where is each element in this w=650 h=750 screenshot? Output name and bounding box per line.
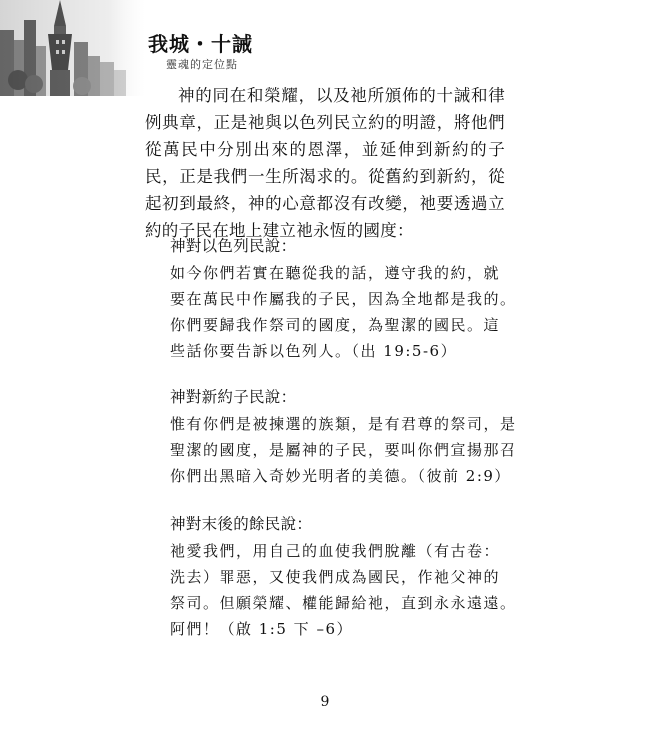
- chapter-subtitle: 靈魂的定位點: [166, 58, 238, 71]
- scripture-line: 祂愛我們，用自己的血使我們脫離（有古卷：: [170, 542, 501, 560]
- scripture-line: 你們要歸我作祭司的國度，為聖潔的國民。這: [170, 316, 501, 334]
- scripture-line: 阿們！（啟 1:5 下 –6）: [170, 620, 353, 638]
- scripture-line: 你們出黑暗入奇妙光明者的美德。（彼前 2:9）: [170, 467, 511, 485]
- chapter-title: 我城・十誡: [148, 32, 253, 56]
- block-heading: 神對新約子民說：: [170, 388, 297, 406]
- city-sketch-icon: [0, 0, 145, 96]
- scripture-line: 聖潔的國度，是屬神的子民，要叫你們宣揚那召: [170, 441, 517, 459]
- scripture-block-israel: [170, 233, 517, 364]
- scripture-line: 惟有你們是被揀選的族類，是有君尊的祭司，是: [170, 415, 517, 433]
- scripture-line: 祭司。但願榮耀、權能歸給祂，直到永永遠遠。: [170, 594, 517, 612]
- scripture-block-new-covenant: [170, 384, 517, 489]
- page-number: 9: [320, 694, 330, 710]
- scripture-line: 洗去）罪惡，又使我們成為國民，作祂父神的: [170, 568, 501, 586]
- block-heading: 神對以色列民說：: [170, 237, 297, 255]
- scripture-line: 些話你要告訴以色列人。（出 19:5-6）: [170, 342, 458, 360]
- scripture-line: 要在萬民中作屬我的子民，因為全地都是我的。: [170, 290, 517, 308]
- scripture-block-remnant: [170, 511, 517, 642]
- block-heading: 神對末後的餘民說：: [170, 515, 313, 533]
- scripture-line: 如今你們若實在聽從我的話，遵守我的約，就: [170, 264, 501, 282]
- intro-paragraph: 神的同在和榮耀，以及祂所頒佈的十誡和律例典章，正是祂與以色列民立約的明證，將他們從萬民中分別出來的恩澤，並延伸到新約的子民，正是我們一生所渴求的。從舊約到新約，從起初到最終，神的心意都沒有改變，祂要透過立約的子民在地上建立祂永恆的國度：: [145, 86, 505, 240]
